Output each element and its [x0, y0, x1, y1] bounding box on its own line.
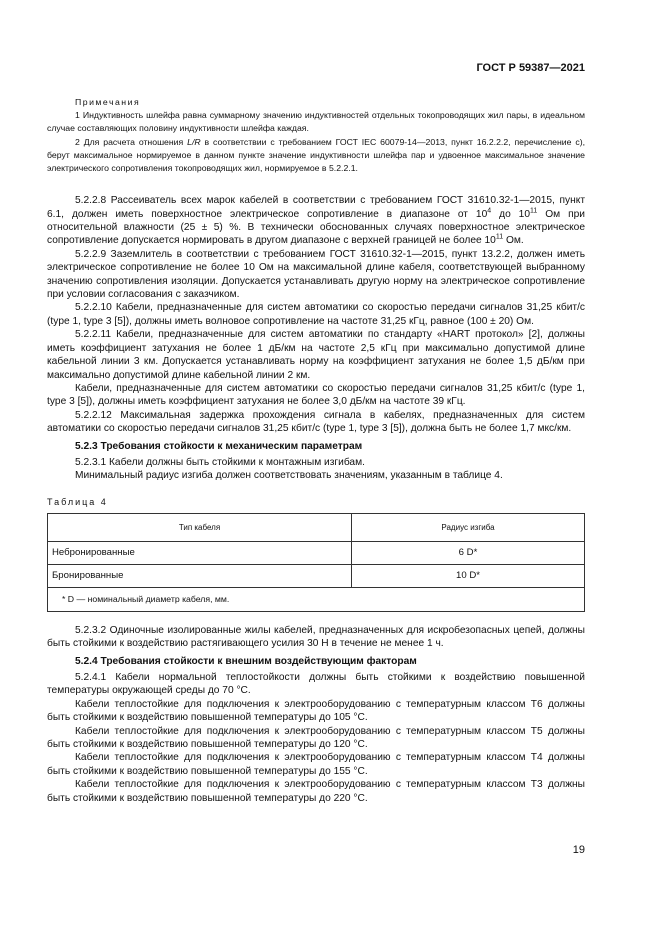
paragraph-5-2-3-1-b: Минимальный радиус изгиба должен соответствовать значениям, указанным в таблице 4. [75, 470, 503, 482]
section-heading-5-2-3: 5.2.3 Требования стойкости к механическим параметрам [75, 440, 363, 452]
document-header: ГОСТ Р 59387—2021 [476, 62, 585, 74]
paragraph-t5: Кабели теплостойкие для подключения к электрооборудованию с температурным классом Т5 должны быть стойкими к воздействию повышенной температуры до 120 °С. [47, 725, 585, 750]
table-4 [47, 513, 585, 612]
note-1: 1 Индуктивность шлейфа равна суммарному значению индуктивностей отдельных токопроводящих жил пары, в идеальном случае составляющих половину индуктивности шлейфа каждая. [47, 110, 585, 134]
paragraph-5-2-4-1: 5.2.4.1 Кабели нормальной теплостойкости должны быть стойкими к воздействию повышенной температуры окружающей среды до 70 °С. [47, 671, 585, 697]
table-footnote: * D — номинальный диаметр кабеля, мм. [48, 587, 585, 611]
table-header-bend-radius: Радиус изгиба [352, 513, 585, 541]
table-cell-cable-type: Бронированные [48, 564, 352, 587]
paragraph-t3: Кабели теплостойкие для подключения к электрооборудованию с температурным классом Т3 должны быть стойкими к воздействию повышенной температуры до 220 °С. [47, 779, 585, 804]
paragraph-t6: Кабели теплостойкие для подключения к электрооборудованию с температурным классом Т6 должны быть стойкими к воздействию повышенной температуры до 105 °С. [47, 698, 585, 724]
main-text [47, 194, 585, 483]
note-2: 2 Для расчета отношения L/R в соответствии с требованием ГОСТ IEC 60079-14—2013, пункт 16.2.2.2, перечисление с), берут максимальное нормируемое в данном пункте значение индуктивности шлейфа пар и удвоенное максимальное значение электрического сопротивления токопроводящих жил, нормируемое в 5.2.2.1. [47, 136, 585, 174]
notes-title: Примечания [75, 97, 141, 107]
notes-block [47, 96, 585, 175]
paragraph-5-2-2-8: 5.2.2.8 Рассеиватель всех марок кабелей в соответствии с требованием ГОСТ 31610.32-1—2015, пункт 6.1, должен иметь поверхностное электрическое сопротивление в диапазоне от $10^4$ до $10^{11}$ Ом при относительной влажности (25 ± 5) %. В технически обоснованных случаях поверхностное электрическое сопротивление допускается нормировать в другом диапазоне с верхней границей не более $10^{11}$ Ом. [47, 195, 585, 247]
paragraph-5-2-2-10: 5.2.2.10 Кабели, предназначенные для систем автоматики со скоростью передачи сигналов 31,25 кбит/с (type 1, type 3 [5]), должны иметь волновое сопротивление на частоте 31,25 кГц, равное (100 ± 20) Ом. [47, 302, 585, 327]
paragraph-5-2-3-2: 5.2.3.2 Одиночные изолированные жилы кабелей, предназначенных для искробезопасных цепей, должны быть стойкими к воздействию растягивающего усилия 30 Н в течение не менее 1 ч. [47, 624, 585, 650]
table-row [48, 541, 585, 564]
paragraph-t4: Кабели теплостойкие для подключения к электрооборудованию с температурным классом Т4 должны быть стойкими к воздействию повышенной температуры до 155 °С. [47, 752, 585, 777]
table-row [48, 564, 585, 587]
table-header-cable-type: Тип кабеля [48, 513, 352, 541]
paragraph-5-2-2-11-b: Кабели, предназначенные для систем автоматики со скоростью передачи сигналов 31,25 кбит/с (type 1, type 3 [5]), должны иметь коэффициент затухания не более 3,0 дБ/км на частоте 39 кГц. [47, 382, 585, 408]
paragraph-5-2-2-11: 5.2.2.11 Кабели, предназначенные для систем автоматики по стандарту «HART протокол» [2], должны иметь коэффициент затухания не более 1 дБ/км на частоте 2,5 кГц при максимально допустимой длине кабельной линии 3 км. Допускается устанавливать норму на коэффициент затухания не более 1,5 дБ/км при максимально допустимой длине кабельной линии 2 км. [47, 329, 585, 381]
table-header-row [48, 513, 585, 541]
paragraph-5-2-2-9: 5.2.2.9 Заземлитель в соответствии с требованием ГОСТ 31610.32-1—2015, пункт 13.2.2, должен иметь электрическое сопротивление не более 10 Ом на максимальной длине кабеля, соответствующей выбранному значению сопротивления изоляции. Допускается устанавливать другую норму на электрическое сопротивление при условии согласования с заказчиком. [47, 248, 585, 301]
page-content [47, 96, 585, 805]
table-cell-bend-radius: 10 D* [352, 564, 585, 587]
section-heading-5-2-4: 5.2.4 Требования стойкости к внешним воздействующим факторам [75, 655, 417, 667]
paragraph-5-2-3-1: 5.2.3.1 Кабели должны быть стойкими к монтажным изгибам. [75, 456, 365, 468]
table-footnote-row [48, 587, 585, 611]
page-number: 19 [572, 844, 585, 856]
main-text-continued [47, 624, 585, 805]
table-caption: Таблица 4 [47, 496, 108, 507]
table-cell-bend-radius: 6 D* [352, 541, 585, 564]
table-cell-cable-type: Небронированные [48, 541, 352, 564]
paragraph-5-2-2-12: 5.2.2.12 Максимальная задержка прохождения сигнала в кабелях, предназначенных для систем автоматики со скоростью передачи сигналов 31,25 кбит/с (type 1, type 3 [5]), должна быть не более 1,7 мкс/км. [47, 409, 585, 435]
